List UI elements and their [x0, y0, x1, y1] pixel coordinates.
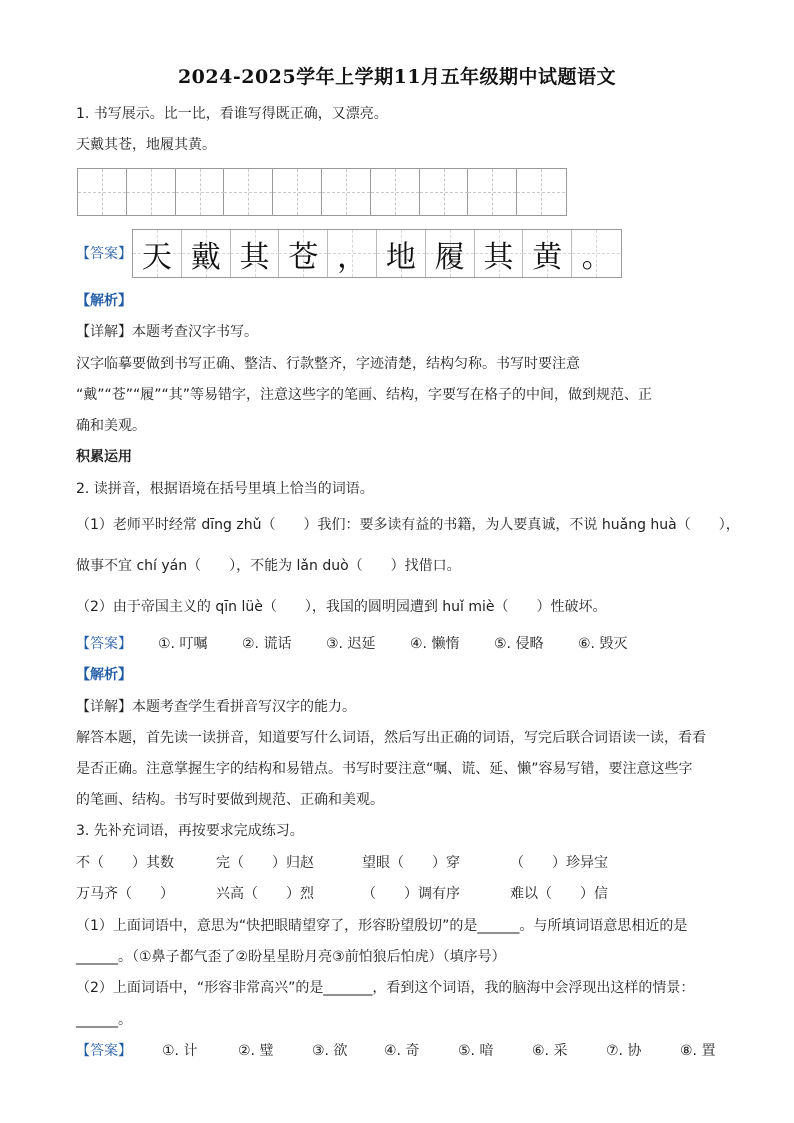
answer-cell	[279, 230, 328, 277]
q3-word: 兴高（ ）烈	[216, 886, 314, 902]
answer-cell	[475, 230, 524, 277]
answer-char: 苍	[288, 239, 319, 275]
answer-cell	[231, 230, 280, 277]
page-title: 2024-2025学年上学期11月五年级期中试题语文	[177, 66, 617, 88]
q3-word: 望眼（ ）穿	[362, 855, 460, 871]
answer-char: 。	[581, 239, 612, 275]
section-title: 积累运用	[76, 449, 132, 465]
q3-answer-label: 【答案】	[76, 1043, 132, 1059]
q3-answer: ⑥. 采	[532, 1043, 568, 1059]
q3-word: （ ）珍异宝	[510, 855, 608, 871]
q1-explanation-1: 汉字临摹要做到书写正确、整洁、行款整齐，字迹清楚，结构匀称。书写时要注意	[76, 356, 580, 372]
answer-cell	[572, 230, 621, 277]
grid-cell	[176, 169, 225, 215]
answer-char: 其	[483, 239, 514, 275]
q1-prompt: 1. 书写展示。比一比，看谁写得既正确，又漂亮。	[76, 106, 388, 122]
q2-line-3: （2）由于帝国主义的 qīn lüè（ ），我国的圆明园遭到 huǐ miè（ ）性破坏。	[76, 599, 607, 615]
q1-answer-grid	[132, 229, 622, 278]
grid-cell	[468, 169, 517, 215]
q3-answer: ③. 欲	[312, 1043, 348, 1059]
q1-sentence: 天戴其苍，地履其黄。	[76, 137, 216, 153]
q2-prompt: 2. 读拼音，根据语境在括号里填上恰当的词语。	[76, 481, 374, 497]
q2-answer-6: ⑥. 毁灭	[578, 636, 628, 652]
q1-explanation-3: 确和美观。	[76, 418, 146, 434]
q2-answer-2: ②. 谎话	[242, 636, 292, 652]
q3-word: 万马齐（ ）	[76, 886, 174, 902]
grid-cell	[127, 169, 176, 215]
answer-cell	[426, 230, 475, 277]
answer-char: 地	[385, 239, 416, 275]
q2-explanation-1: 解答本题，首先读一读拼音，知道要写什么词语，然后写出正确的词语，写完后联合词语读一读，看看	[76, 730, 706, 746]
grid-cell	[224, 169, 273, 215]
q2-answer-5: ⑤. 侵略	[494, 636, 544, 652]
grid-cell	[78, 169, 127, 215]
q2-line-1: （1）老师平时经常 dīng zhǔ（ ）我们：要多读有益的书籍，为人要真诚，不说 huǎng huà（ ），	[76, 517, 740, 533]
answer-char: 天	[141, 239, 172, 275]
q2-answer-1: ①. 叮嘱	[158, 636, 208, 652]
q3-sub1-line-1: （1）上面词语中，意思为“快把眼睛望穿了，形容盼望殷切”的是______。与所填词语意思相近的是	[76, 918, 688, 934]
q3-answer: ⑧. 置	[680, 1043, 716, 1059]
q2-answer-4: ④. 懒惰	[410, 636, 460, 652]
answer-cell	[523, 230, 572, 277]
q3-prompt: 3. 先补充词语，再按要求完成练习。	[76, 823, 304, 839]
q1-detail: 【详解】本题考查汉字书写。	[76, 324, 258, 340]
q2-line-2: 做事不宜 chí yán（ ），不能为 lǎn duò（ ）找借口。	[76, 558, 461, 574]
q3-word: 完（ ）归赵	[216, 855, 314, 871]
answer-char: 其	[239, 239, 270, 275]
q2-explanation-3: 的笔画、结构。书写时要做到规范、正确和美观。	[76, 792, 384, 808]
grid-cell	[420, 169, 469, 215]
q3-word: （ ）调有序	[362, 886, 460, 902]
grid-cell	[371, 169, 420, 215]
answer-char: ，	[337, 239, 368, 275]
answer-char: 履	[434, 239, 465, 275]
q1-analysis-label: 【解析】	[76, 293, 132, 309]
grid-cell	[517, 169, 566, 215]
q2-analysis-label: 【解析】	[76, 667, 132, 683]
q3-sub2-line-2: ______。	[76, 1012, 132, 1028]
answer-cell	[182, 230, 231, 277]
q3-answer: ⑦. 协	[606, 1043, 642, 1059]
answer-char: 戴	[190, 239, 221, 275]
grid-cell	[322, 169, 371, 215]
q2-explanation-2: 是否正确。注意掌握生字的结构和易错点。书写时要注意“嘱、谎、延、懒”容易写错，要注意这些字	[76, 761, 693, 777]
q3-sub1-line-2: ______。（①鼻子都气歪了②盼星星盼月亮③前怕狼后怕虎）（填序号）	[76, 949, 506, 965]
q1-explanation-2: “戴”“苍”“履”“其”等易错字，注意这些字的笔画、结构，字要写在格子的中间，做到规范、正	[76, 387, 653, 403]
q2-answer-label: 【答案】	[76, 636, 132, 652]
q3-answer: ①. 计	[162, 1043, 198, 1059]
q1-answer-label: 【答案】	[76, 246, 132, 262]
q3-answer: ②. 璧	[238, 1043, 274, 1059]
answer-cell	[377, 230, 426, 277]
grid-cell	[273, 169, 322, 215]
q3-sub2-line-1: （2）上面词语中，“形容非常高兴”的是_______，看到这个词语，我的脑海中会浮现出这样的情景：	[76, 980, 695, 996]
answer-char: 黄	[532, 239, 563, 275]
q3-answer: ④. 奇	[384, 1043, 420, 1059]
q2-answer-3: ③. 迟延	[326, 636, 376, 652]
answer-cell	[328, 230, 377, 277]
q3-answer: ⑤. 喑	[458, 1043, 494, 1059]
answer-cell	[133, 230, 182, 277]
q3-word: 不（ ）其数	[76, 855, 174, 871]
q2-detail: 【详解】本题考查学生看拼音写汉字的能力。	[76, 699, 356, 715]
q1-writing-grid	[77, 168, 567, 216]
q3-word: 难以（ ）信	[510, 886, 608, 902]
